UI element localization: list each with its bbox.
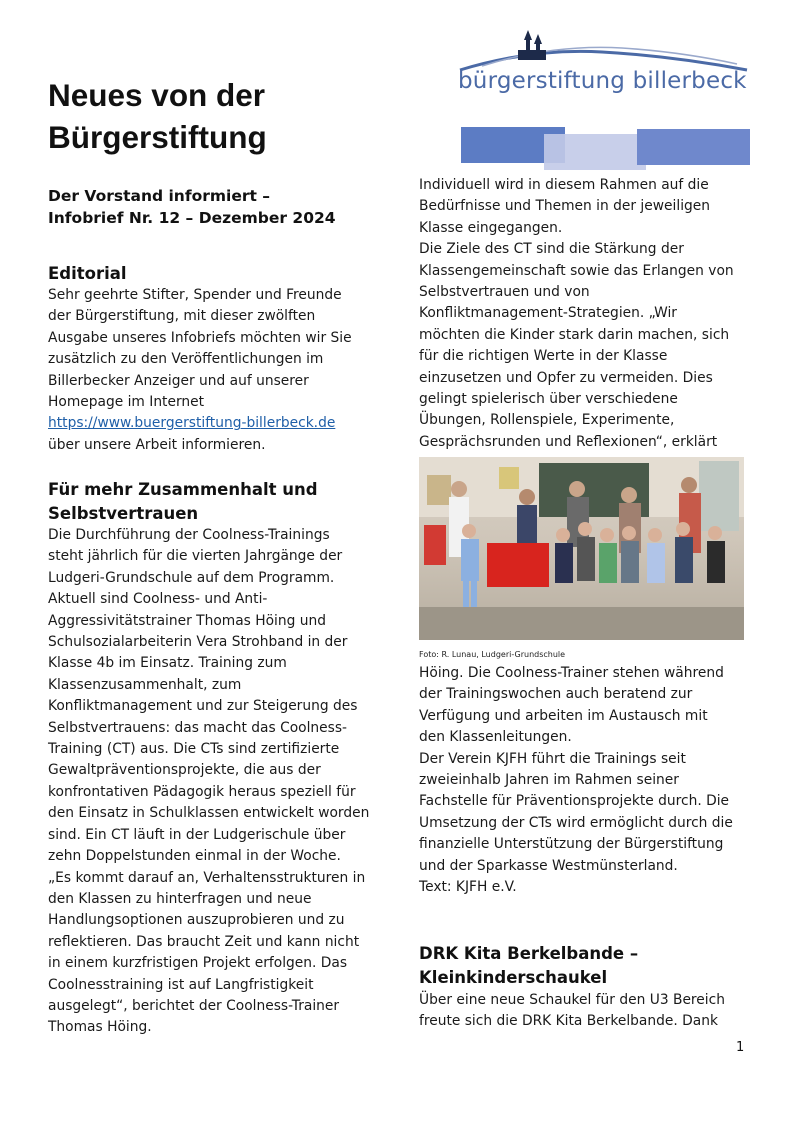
text-line: Ausgabe unseres Infobriefs möchten wir Sie <box>48 329 352 346</box>
text-line: Thomas Höing. <box>48 1019 152 1036</box>
text-line: Bedürfnisse und Themen in der jeweiligen <box>419 198 711 215</box>
text-line: Die Ziele des CT sind die Stärkung der <box>419 241 684 258</box>
text-line: Ludgeri-Grundschule auf dem Programm. <box>48 569 335 586</box>
text-line: der Bürgerstiftung, mit dieser zwölften <box>48 308 316 325</box>
text-line: Individuell wird in diesem Rahmen auf die <box>419 177 709 193</box>
text-line: Selbstvertrauen und von <box>419 284 590 301</box>
article-body-right-top <box>419 175 759 453</box>
text-line: Schulsozialarbeiterin Vera Strohband in der <box>48 634 348 651</box>
text-line: Höing. Die Coolness-Trainer stehen während <box>419 665 724 681</box>
editorial-heading: Editorial <box>48 264 127 283</box>
foundation-logo <box>452 30 752 100</box>
text-line: zweieinhalb Jahren im Rahmen seiner <box>419 772 679 789</box>
text-line: reflektieren. Das braucht Zeit und kann nicht <box>48 933 360 950</box>
text-line: Homepage im Internet <box>48 394 205 411</box>
article-heading: DRK Kita Berkelbande – Kleinkinderschaukel <box>419 944 639 987</box>
text-line: Verfügung und arbeiten im Austausch mit <box>419 707 708 724</box>
text-line: Klassenzusammenhalt, zum <box>48 676 242 693</box>
decorative-block <box>637 129 750 165</box>
text-line: Aktuell sind Coolness- und Anti- <box>48 591 268 608</box>
photo-caption: Foto: R. Lunau, Ludgeri-Grundschule <box>419 650 566 659</box>
text-line: freute sich die DRK Kita Berkelbande. Dank <box>419 1013 718 1030</box>
text-line: der Trainingswochen auch beratend zur <box>419 686 693 703</box>
text-line: Billerbecker Anzeiger und auf unserer <box>48 372 309 389</box>
text-line: über unsere Arbeit informieren. <box>48 436 266 453</box>
title-line: Neues von der <box>48 77 266 113</box>
text-line: konfrontativen Pädagogik heraus speziell für <box>48 783 356 800</box>
text-line: Klassengemeinschaft sowie das Erlangen von <box>419 262 734 279</box>
text-line: und der Sparkasse Westmünsterland. <box>419 857 678 874</box>
text-line: Gewaltpräventionsprojekte, die aus der <box>48 762 321 779</box>
subtitle-line: Infobrief Nr. 12 – Dezember 2024 <box>48 209 336 227</box>
text-line: Training (CT) aus. Die CTs sind zertifizierte <box>48 741 340 758</box>
text-line: Aggressivitätstrainer Thomas Höing und <box>48 612 327 629</box>
text-line: steht jährlich für die vierten Jahrgänge der <box>48 548 343 565</box>
text-line: gelingt spielerisch über verschiedene <box>419 391 678 408</box>
text-line: einzusetzen und Opfer zu vermeiden. Dies <box>419 369 713 386</box>
text-line: sind. Ein CT läuft in der Ludgerischule über <box>48 826 346 843</box>
text-line: Konfliktmanagement und zur Steigerung des <box>48 698 358 715</box>
text-line: zusätzlich zu den Veröffentlichungen im <box>48 351 324 368</box>
text-line: finanzielle Unterstützung der Bürgerstiftung <box>419 836 724 853</box>
editorial-text <box>48 285 378 456</box>
text-line: für die richtigen Werte in der Klasse <box>419 348 668 365</box>
text-line: in einem kurzfristigen Projekt erfolgen. Das <box>48 955 348 972</box>
text-line: Konfliktmanagement-Strategien. „Wir <box>419 305 677 322</box>
text-line: Text: KJFH e.V. <box>419 879 517 896</box>
text-line: Klasse 4b im Einsatz. Training zum <box>48 655 287 672</box>
class-group-photo <box>419 457 744 640</box>
text-line: den Einsatz in Schulklassen entwickelt worden <box>48 805 370 822</box>
text-line: Selbstvertrauens: das macht das Coolness- <box>48 719 348 736</box>
logo-text: bürgerstiftung billerbeck <box>458 68 747 94</box>
text-line: zehn Doppelstunden einmal in der Woche. <box>48 848 341 865</box>
text-line: Umsetzung der CTs wird ermöglicht durch die <box>419 814 733 831</box>
text-line: Übungen, Rollenspiele, Experimente, <box>419 412 675 429</box>
newsletter-subtitle <box>48 185 336 229</box>
article-body-left <box>48 525 383 1039</box>
page-number: 1 <box>736 1040 745 1055</box>
text-line: Die Durchführung der Coolness-Trainings <box>48 527 330 543</box>
text-line: den Klassenleitungen. <box>419 729 572 746</box>
article-body-right-bottom <box>419 663 759 898</box>
decorative-block <box>544 134 646 170</box>
text-line: Der Verein KJFH führt die Trainings seit <box>419 750 686 767</box>
text-line: Coolnesstraining ist auf Langfristigkeit <box>48 976 314 993</box>
text-line: ausgelegt“, berichtet der Coolness-Trainer <box>48 997 340 1014</box>
page-title <box>48 74 388 158</box>
text-line: Handlungsoptionen auszuprobieren und zu <box>48 912 345 929</box>
text-line: Klasse eingegangen. <box>419 219 563 236</box>
group-photo-image <box>419 457 744 640</box>
title-line: Bürgerstiftung <box>48 119 267 155</box>
article2-body <box>419 990 759 1033</box>
text-line: Sehr geehrte Stifter, Spender und Freunde <box>48 287 342 303</box>
text-line: Fachstelle für Präventionsprojekte durch. Die <box>419 793 730 810</box>
text-line: möchten die Kinder stark darin machen, sich <box>419 326 730 343</box>
text-line: „Es kommt darauf an, Verhaltensstrukturen in <box>48 869 366 886</box>
text-line: Über eine neue Schaukel für den U3 Bereich <box>419 992 725 1008</box>
article-heading: Für mehr Zusammenhalt und Selbstvertrauen <box>48 480 318 523</box>
text-line: Gesprächsrunden und Reflexionen“, erklärt <box>419 433 718 450</box>
homepage-link[interactable]: https://www.buergerstiftung-billerbeck.de <box>48 415 336 432</box>
text-line: den Klassen zu hinterfragen und neue <box>48 890 312 907</box>
subtitle-line: Der Vorstand informiert – <box>48 187 271 205</box>
